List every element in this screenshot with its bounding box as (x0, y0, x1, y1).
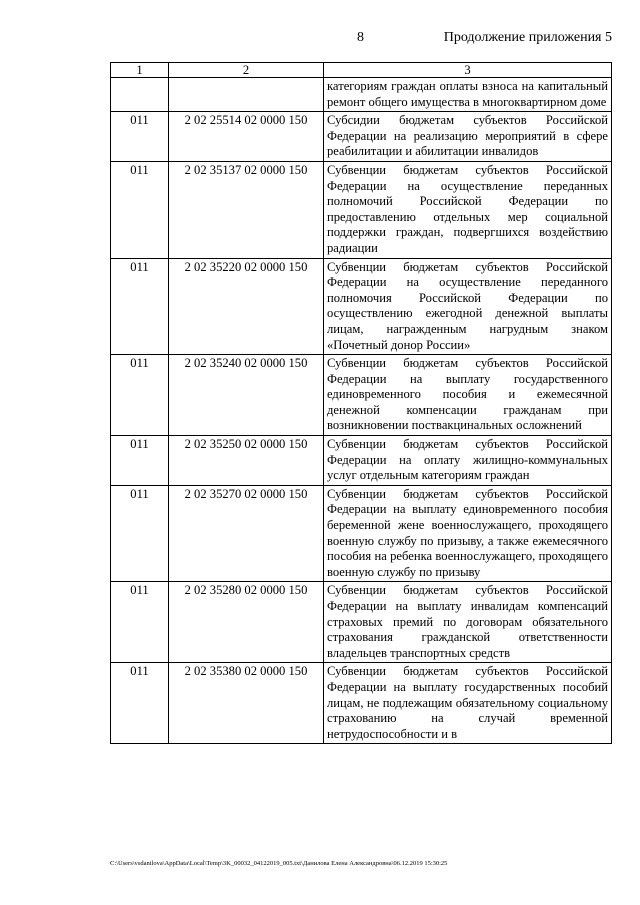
description-cell: Субвенции бюджетам субъектов Российской Федерации на выплату единовременного пособия беременной жене военнослужащего, проходящего военную службу по призыву, а также ежемесячного пособия на ребенка военнослужащего, проходящего военную службу по призыву (324, 485, 612, 582)
kbk-code-cell: 2 02 35270 02 0000 150 (169, 485, 324, 582)
column-header-2: 2 (169, 63, 324, 78)
budget-codes-table (110, 62, 612, 744)
table-row (111, 78, 612, 112)
table-row (111, 582, 612, 663)
table-row (111, 485, 612, 582)
column-header-1: 1 (111, 63, 169, 78)
kbk-code-cell: 2 02 35240 02 0000 150 (169, 355, 324, 436)
description-cell: Субвенции бюджетам субъектов Российской Федерации на выплату государственного единовременного пособия и ежемесячной денежной компенсации гражданам при возникновении поствакцинальных осложнений (324, 355, 612, 436)
kbk-code-cell: 2 02 35220 02 0000 150 (169, 258, 324, 355)
description-cell: Субвенции бюджетам субъектов Российской Федерации на оплату жилищно-коммунальных услуг отдельным категориям граждан (324, 436, 612, 486)
admin-code-cell: 011 (111, 582, 169, 663)
kbk-code-cell (169, 78, 324, 112)
kbk-code-cell: 2 02 35250 02 0000 150 (169, 436, 324, 486)
table-row (111, 112, 612, 162)
description-cell: категориям граждан оплаты взноса на капитальный ремонт общего имущества в многоквартирном доме (324, 78, 612, 112)
file-path-footer: C:\Users\vsdanilova\AppData\Local\Temp\3K_00032_04122019_005.txt\Данилова Елена Александровна\06.12.2019 15:30:25 (110, 860, 448, 867)
column-header-3: 3 (324, 63, 612, 78)
description-cell: Субвенции бюджетам субъектов Российской Федерации на осуществление переданных полномочий Российской Федерации по предоставлению отдельных мер социальной поддержки граждан, подвергшихся воздействию радиации (324, 161, 612, 258)
admin-code-cell: 011 (111, 436, 169, 486)
kbk-code-cell: 2 02 35137 02 0000 150 (169, 161, 324, 258)
description-cell: Субвенции бюджетам субъектов Российской Федерации на выплату инвалидам компенсаций страховых премий по договорам обязательного страхования гражданской ответственности владельцев транспортных средств (324, 582, 612, 663)
table-row (111, 436, 612, 486)
table-row (111, 161, 612, 258)
admin-code-cell: 011 (111, 161, 169, 258)
continuation-label: Продолжение приложения 5 (443, 30, 612, 45)
kbk-code-cell: 2 02 25514 02 0000 150 (169, 112, 324, 162)
description-cell: Субвенции бюджетам субъектов Российской Федерации на выплату государственных пособий лицам, не подлежащим обязательному социальному страхованию на случай временной нетрудоспособности и в (324, 663, 612, 744)
table-header-row (111, 63, 612, 78)
admin-code-cell (111, 78, 169, 112)
description-cell: Субсидии бюджетам субъектов Российской Федерации на реализацию мероприятий в сфере реабилитации и абилитации инвалидов (324, 112, 612, 162)
table-row (111, 663, 612, 744)
kbk-code-cell: 2 02 35280 02 0000 150 (169, 582, 324, 663)
admin-code-cell: 011 (111, 355, 169, 436)
admin-code-cell: 011 (111, 485, 169, 582)
description-cell: Субвенции бюджетам субъектов Российской Федерации на осуществление переданного полномочия Российской Федерации по осуществлению ежегодной денежной выплаты лицам, награжденным нагрудным знаком «Почетный донор России» (324, 258, 612, 355)
table-row (111, 355, 612, 436)
admin-code-cell: 011 (111, 663, 169, 744)
page-number: 8 (357, 30, 364, 45)
admin-code-cell: 011 (111, 112, 169, 162)
admin-code-cell: 011 (111, 258, 169, 355)
table-row (111, 258, 612, 355)
kbk-code-cell: 2 02 35380 02 0000 150 (169, 663, 324, 744)
